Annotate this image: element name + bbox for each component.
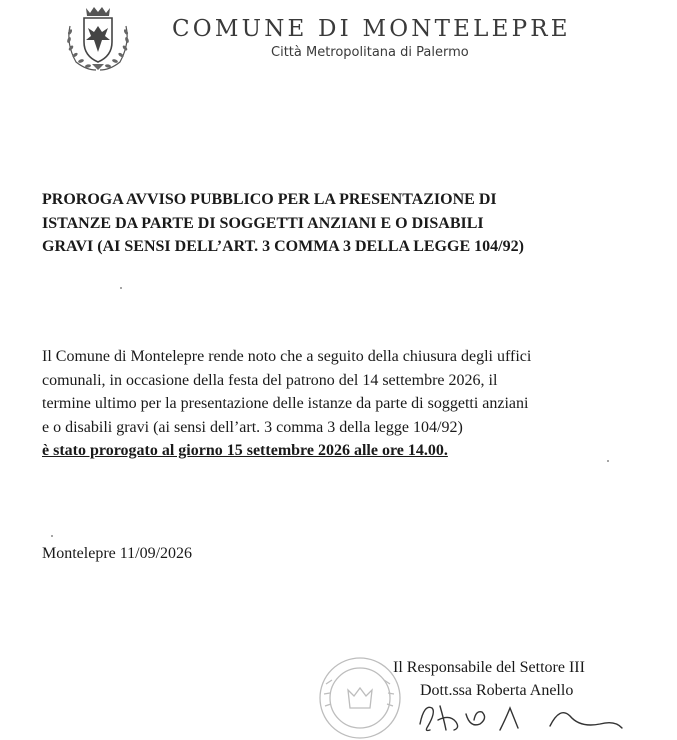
signer-name: Dott.ssa Roberta Anello — [420, 682, 574, 699]
notice-title-line: PROROGA AVVISO PUBBLICO PER LA PRESENTAZIONE DI — [42, 191, 497, 208]
scan-speck — [51, 535, 53, 537]
notice-body-line: e o disabili gravi (ai sensi dell’art. 3 comma 3 della legge 104/92) — [42, 418, 463, 436]
notice-title — [42, 188, 642, 259]
municipality-name: COMUNE DI MONTELEPRE — [172, 16, 571, 42]
scan-speck — [607, 460, 609, 462]
municipal-crest-icon — [62, 4, 134, 74]
notice-body-line: termine ultimo per la presentazione delle istanze da parte di soggetti anziani — [42, 395, 529, 412]
notice-body — [42, 345, 642, 463]
notice-title-line: ISTANZE DA PARTE DI SOGGETTI ANZIANI E O DISABILI — [42, 214, 484, 232]
notice-deadline: è stato prorogato al giorno 15 settembre 2026 alle ore 14.00. — [42, 442, 448, 459]
handwritten-signature-icon — [410, 694, 630, 736]
notice-body-line: comunali, in occasione della festa del patrono del 14 settembre 2026, il — [42, 371, 498, 389]
scan-speck — [120, 287, 122, 289]
notice-body-line: Il Comune di Montelepre rende noto che a seguito della chiusura degli uffici — [42, 348, 532, 365]
signer-role: Il Responsabile del Settore III — [393, 659, 585, 676]
place-date: Montelepre 11/09/2026 — [42, 545, 193, 562]
notice-title-line: GRAVI (AI SENSI DELL’ART. 3 COMMA 3 DELLA LEGGE 104/92) — [42, 238, 524, 255]
municipality-subtitle: Città Metropolitana di Palermo — [271, 45, 469, 60]
